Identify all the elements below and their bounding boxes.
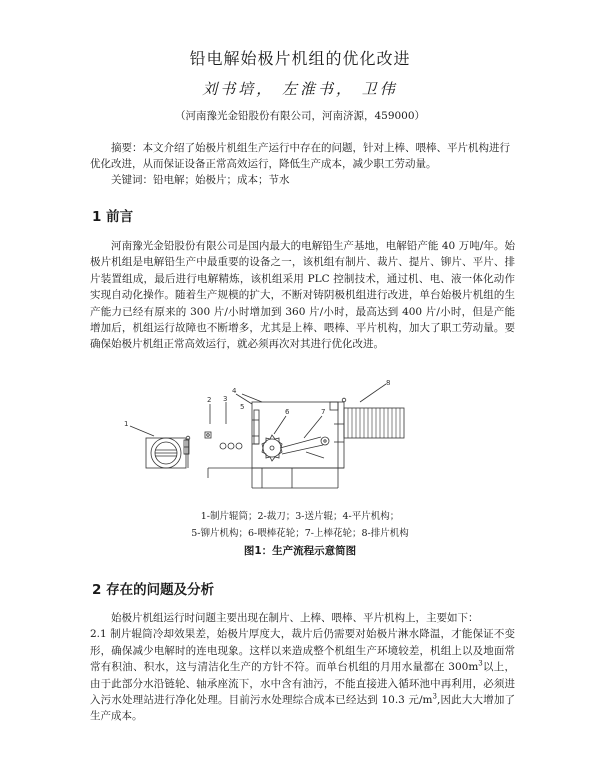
item-sup-b: 3 [432, 692, 437, 701]
leader-line-4b [242, 394, 262, 402]
leader-line-1 [130, 426, 154, 436]
figure-label-4: 4 [232, 387, 237, 395]
paper-authors: 刘书培， 左淮书， 卫伟 [202, 80, 398, 98]
paper-affiliation: （河南豫光金铅股份有限公司，河南济源，459000） [174, 110, 426, 122]
figure-label-3: 3 [223, 395, 228, 403]
rod-chain-tail [306, 452, 324, 458]
section2-item-2-1 [90, 626, 515, 724]
figure-label-2: 2 [207, 396, 212, 404]
figure-caption: 图1：生产流程示意简图 [243, 545, 357, 557]
figure-label-1: 1 [124, 420, 129, 428]
figure-label-8: 8 [386, 379, 391, 387]
abstract-text: 摘要：本文介绍了始极片机组生产运行中存在的问题，针对上棒、喂棒、平片机构进行优化改进，从而保证设备正常高效运行，降低生产成本，减少职工劳动量。 [90, 142, 510, 170]
cutter [205, 432, 211, 438]
stacking-conveyor [344, 408, 404, 438]
section1-heading: 1 前言 [92, 209, 134, 225]
figure-label-7: 7 [321, 408, 326, 416]
section2-heading: 2 存在的问题及分析 [92, 582, 215, 598]
rod-loading-hub [324, 440, 326, 442]
production-flow-diagram [112, 378, 492, 508]
paper-title: 铅电解始极片机组的优化改进 [189, 49, 411, 68]
rod-chain [280, 437, 321, 448]
feed-roller [228, 443, 234, 449]
flattening-unit [254, 410, 259, 444]
keywords-text: 关键词：铅电解；始极片；成本；节水 [111, 174, 290, 186]
feed-roller [236, 443, 242, 449]
feed-wheel-hub [270, 446, 274, 450]
section2-body [90, 610, 515, 725]
leader-line-8 [360, 384, 386, 402]
section1-body [90, 238, 515, 353]
figure-label-5: 5 [240, 403, 245, 411]
rod-chain [282, 445, 323, 454]
feed-roller [220, 443, 226, 449]
item-text-b: 以上，由于此部分水沿链轮、轴承座流下，水中含有油污，不能直接进入循环池中再利用，必须进入污水处理站进行净化处理。目前污水处理综合成本已经达到 10.3 元/m [90, 661, 515, 707]
leader-line-6 [274, 416, 286, 434]
figure-label-6: 6 [285, 408, 290, 416]
item-sup-a: 3 [478, 659, 483, 668]
item-text-a: 2.1 制片辊筒冷却效果差，始极片厚度大，裁片后仍需要对始极片淋水降温，才能保证不变形，确保减少电解时的连电现象。这样以来造成整个机组生产环境较差，机组上以及地面常常有积油、积水，这与清洁化生产的方针不符。而单台机组的月用水量都在 300m [90, 628, 515, 674]
top-pulley [342, 398, 346, 402]
figure-legend-line-1: 1-制片辊筒；2-裁刀；3-送片辊；4-平片机构； [200, 511, 400, 522]
item-text-c: ,因此大大增加了生产成本。 [90, 694, 515, 723]
cutter-pin [207, 434, 210, 437]
stacking-slats [348, 408, 400, 438]
section1-paragraph: 河南豫光金铅股份有限公司是国内最大的电解铅生产基地，电解铅产能 40 万吨/年。始极片机组是电解铅生产中最重要的设备之一，该机组有制片、裁片、提片、铆片、平片、排片装置组成，最后进行电解精炼，该机组采用 PLC 控制技术，通过机、电、液一体化动作实现自动化操作。随着生产规模的扩大，不断对铸阴极机组进行改进，单台始极片机组的生产能力已经有原来的 300 片/小时增加到 360 片/小时，最高达到 400 片/小时，但是产能增加后，机组运行故障也不断增多，尤其是上棒、喂棒、平片机构，加大了职工劳动量。要确保始极片机组正常高效运行，就必须再次对其进行优化改进。 [90, 240, 515, 351]
leader-line-7 [304, 416, 322, 438]
abstract-block [90, 140, 515, 188]
section2-intro: 始极片机组运行时问题主要出现在制片、上棒、喂棒、平片机构上，主要如下： [111, 612, 479, 624]
figure-legend-line-2: 5-铆片机构；6-喂棒花轮；7-上棒花轮；8-排片机构 [191, 528, 409, 539]
rod-loading-wheel [321, 437, 329, 445]
riveting-block [330, 402, 338, 410]
